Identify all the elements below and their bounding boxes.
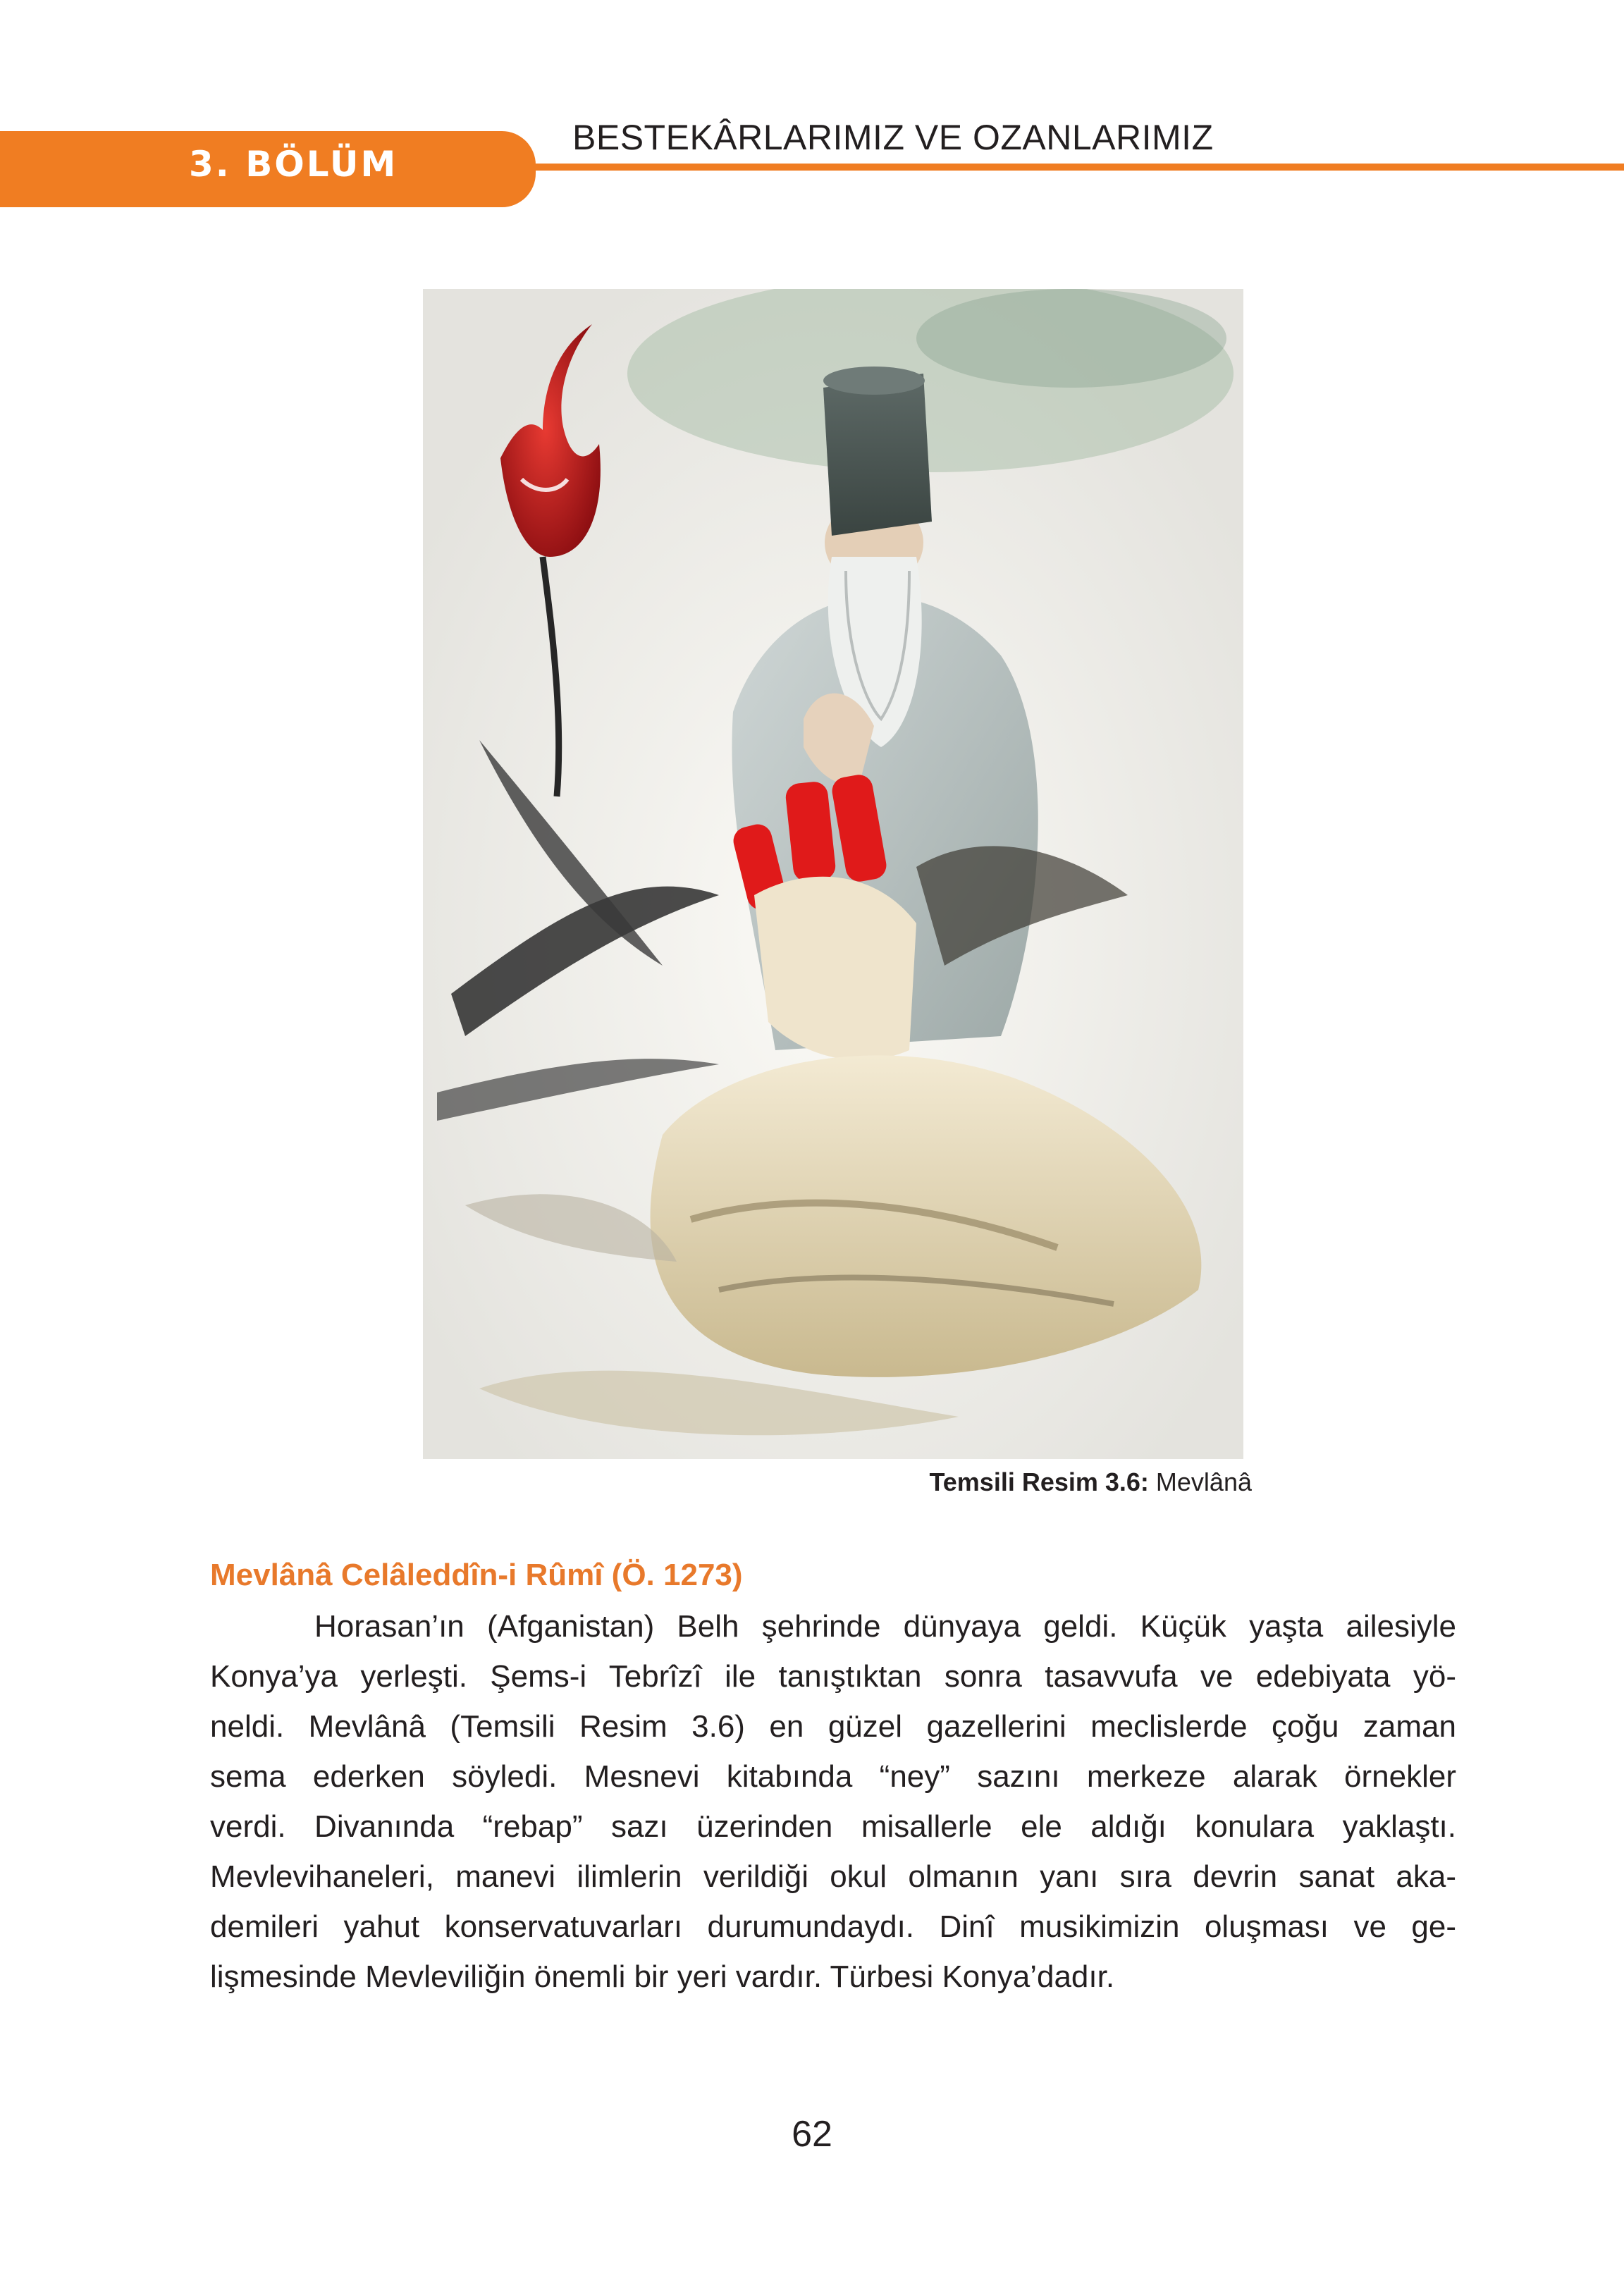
running-header-title: BESTEKÂRLARIMIZ VE OZANLARIMIZ	[572, 118, 1214, 157]
paragraph-line: lişmesinde Mevleviliğin önemli bir yeri vardır. Türbesi Konya’dadır.	[210, 1959, 1115, 1994]
paragraph-line: sema ederken söyledi. Mesnevi kitabında “ney” sazını merkeze alarak örnekler	[210, 1759, 1456, 1794]
header-rule	[522, 164, 1624, 171]
paragraph-line: Horasan’ın (Afganistan) Belh şehrinde dünyaya geldi. Küçük yaşta ailesiyle	[314, 1609, 1456, 1644]
body-paragraph	[210, 1601, 1456, 2002]
section-heading: Mevlânâ Celâleddîn-i Rûmî (Ö. 1273)	[210, 1558, 743, 1592]
page-number: 62	[792, 2114, 832, 2155]
chapter-label: 3. BÖLÜM	[189, 144, 398, 185]
mevlana-illustration	[423, 289, 1243, 1459]
figure-caption	[929, 1467, 1252, 1497]
paragraph-line: Konya’ya yerleşti. Şems-i Tebrîzî ile tanıştıktan sonra tasavvufa ve edebiyata yö-	[210, 1659, 1456, 1694]
paragraph-line: Mevlevihaneleri, manevi ilimlerin verildiği okul olmanın yanı sıra devrin sanat aka-	[210, 1859, 1456, 1894]
paragraph-line: verdi. Divanında “rebap” sazı üzerinden misallerle ele aldığı konulara yaklaştı.	[210, 1809, 1456, 1844]
paragraph-line: neldi. Mevlânâ (Temsili Resim 3.6) en güzel gazellerini meclislerde çoğu zaman	[210, 1709, 1456, 1744]
caption-text: Mevlânâ	[1148, 1467, 1252, 1496]
paragraph-line: demileri yahut konservatuvarları durumundaydı. Dinî musikimizin oluşması ve ge-	[210, 1909, 1456, 1944]
caption-label: Temsili Resim 3.6:	[929, 1467, 1149, 1496]
